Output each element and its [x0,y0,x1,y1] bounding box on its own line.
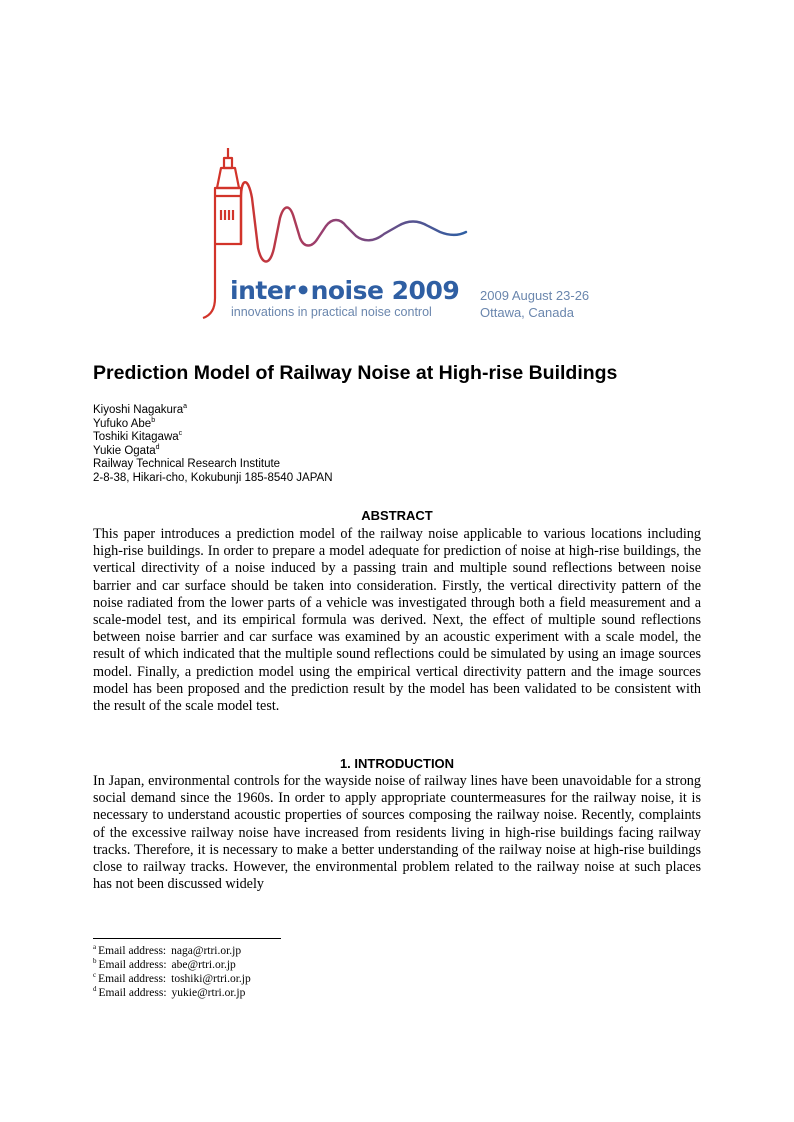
author-name: Toshiki Kitagawa [93,431,179,444]
author-block [93,404,593,486]
author-line [93,431,593,445]
affiliation-mark: b [151,416,156,424]
footnote [93,986,493,1000]
institution: Railway Technical Research Institute [93,458,281,471]
affiliation-mark: a [183,403,188,411]
conference-date: 2009 August 23-26 [480,288,590,303]
footnote-email: toshiki@rtri.or.jp [171,973,251,986]
address: 2-8-38, Hikari-cho, Kokubunji 185-8540 JAPAN [93,471,333,484]
conference-brand-name: inter•noise 2009 [230,276,460,305]
affiliation-mark: d [155,443,160,451]
author-name: Kiyoshi Nagakura [93,404,184,416]
author-line [93,418,593,432]
affiliation-mark: c [178,430,183,438]
footnote-mark: b [93,957,97,966]
footnote-mark: a [93,943,97,952]
abstract-heading: ABSTRACT [361,508,433,523]
introduction-body: In Japan, environmental controls for the wayside noise of railway lines have been unavoidable for a strong social demand since the 1960s. In order to apply appropriate countermeasures for the railway noise, it is necessary to understand acoustic properties of sources composing the railway noise. Recently, complaints of the excessive railway noise have increased from residents living in high-rise buildings facing railway tracks. Therefore, it is necessary to make a better understanding of the railway noise at high-rise buildings close to railway tracks. However, the environmental problem related to the railway noise at such places has not been discussed widely [93,773,701,893]
footnote-label: Email address: [98,945,167,957]
author-name: Yufuko Abe [93,417,152,430]
author-name: Yukie Ogata [93,444,156,457]
footnote-email: naga@rtri.or.jp [171,945,242,957]
footnote-label: Email address: [98,987,167,1000]
abstract-body: This paper introduces a prediction model of the railway noise applicable to various locations including high-rise buildings. In order to prepare a model adequate for prediction of noise at high-rise buildings, the vertical directivity of a noise induced by a passing train and multiple sound reflections between noise barrier and car surface should be taken into consideration. Firstly, the vertical directivity pattern of the noise radiated from the lower parts of a vehicle was investigated through both a field measurement and a scale-model test, and its empirical formula was derived. Next, the effect of multiple sound reflections between noise barrier and car surface was examined by an acoustic experiment with a scale model, the result of which indicated that the multiple sound reflections could be simulated by using an image sources model. Finally, a prediction model using the empirical vertical directivity pattern and the image sources model has been proposed and the prediction result by the model has been validated to be consistent with the result of the scale model test. [93,526,701,715]
author-line [93,404,593,418]
conference-tagline: innovations in practical noise control [231,305,432,319]
footnote-mark: d [93,985,97,994]
footnotes [93,944,493,1000]
footnote-label: Email address: [98,959,167,972]
conference-logo [200,148,620,323]
footnote-email: abe@rtri.or.jp [171,959,236,972]
footnote [93,958,493,972]
author-line [93,445,593,459]
footnote-divider [93,938,281,939]
conference-location: Ottawa, Canada [480,305,574,320]
paper-title: Prediction Model of Railway Noise at High-rise Buildings [93,362,618,384]
footnote-mark: c [93,971,97,980]
footnote [93,944,493,958]
introduction-heading: 1. INTRODUCTION [339,756,455,771]
footnote [93,972,493,986]
footnote-label: Email address: [98,973,167,986]
footnote-email: yukie@rtri.or.jp [171,987,246,1000]
